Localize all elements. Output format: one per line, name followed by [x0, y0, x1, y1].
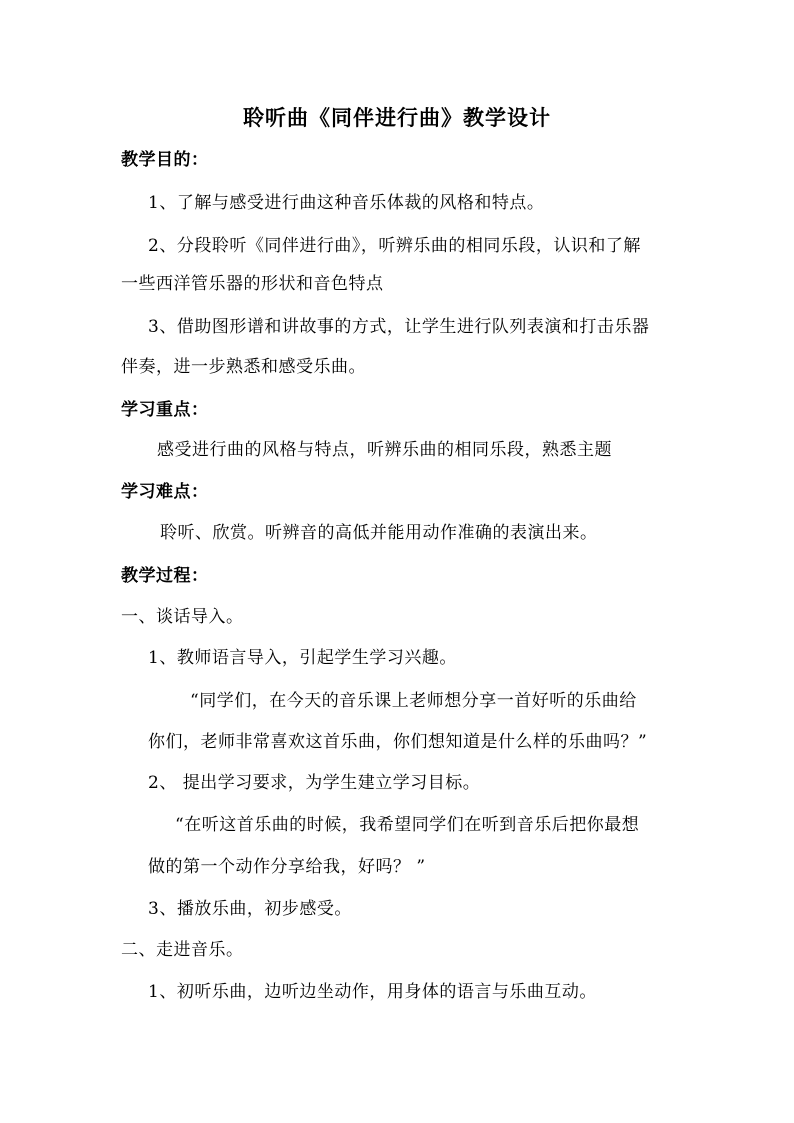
- paragraph-goal-3-line-1: 3、借助图形谱和讲故事的方式，让学生进行队列表演和打击乐器: [148, 317, 650, 337]
- part-1-quote-2-line-2: 做的第一个动作分享给我，好吗？ ”: [148, 857, 426, 877]
- part-2-item-1: 1、初听乐曲，边听边坐动作，用身体的语言与乐曲互动。: [148, 982, 597, 1002]
- section-heading-key-points: 学习重点：: [121, 400, 209, 420]
- section-heading-process: 教学过程：: [121, 566, 209, 586]
- part-1-quote-1-line-1: “同学们，在今天的音乐课上老师想分享一首好听的乐曲给: [190, 691, 637, 711]
- part-1-quote-1-line-2: 你们，老师非常喜欢这首乐曲，你们想知道是什么样的乐曲吗？”: [148, 732, 648, 752]
- part-2-title: 二、走进音乐。: [121, 940, 244, 960]
- paragraph-goal-2-line-1: 2、分段聆听《同伴进行曲》，听辨乐曲的相同乐段，认识和了解: [148, 236, 641, 256]
- paragraph-goal-1: 1、了解与感受进行曲这种音乐体裁的风格和特点。: [148, 193, 545, 213]
- part-1-item-2: 2、 提出学习要求，为学生建立学习目标。: [148, 773, 481, 793]
- paragraph-difficulties: 聆听、欣赏。听辨音的高低并能用动作准确的表演出来。: [160, 523, 598, 543]
- part-1-item-3: 3、播放乐曲，初步感受。: [148, 899, 352, 919]
- paragraph-key-points: 感受进行曲的风格与特点，听辨乐曲的相同乐段，熟悉主题: [157, 440, 612, 460]
- section-heading-goals: 教学目的：: [121, 150, 209, 170]
- paragraph-goal-2-line-2: 一些西洋管乐器的形状和音色特点: [121, 274, 384, 294]
- part-1-item-1: 1、教师语言导入，引起学生学习兴趣。: [148, 648, 457, 668]
- section-heading-difficulties: 学习难点：: [121, 482, 209, 502]
- part-1-title: 一、谈话导入。: [121, 607, 244, 627]
- part-1-quote-2-line-1: “在听这首乐曲的时候，我希望同学们在听到音乐后把你最想: [175, 815, 640, 835]
- paragraph-goal-3-line-2: 伴奏，进一步熟悉和感受乐曲。: [121, 357, 366, 377]
- document-title: 聆听曲《同伴进行曲》教学设计: [243, 105, 551, 130]
